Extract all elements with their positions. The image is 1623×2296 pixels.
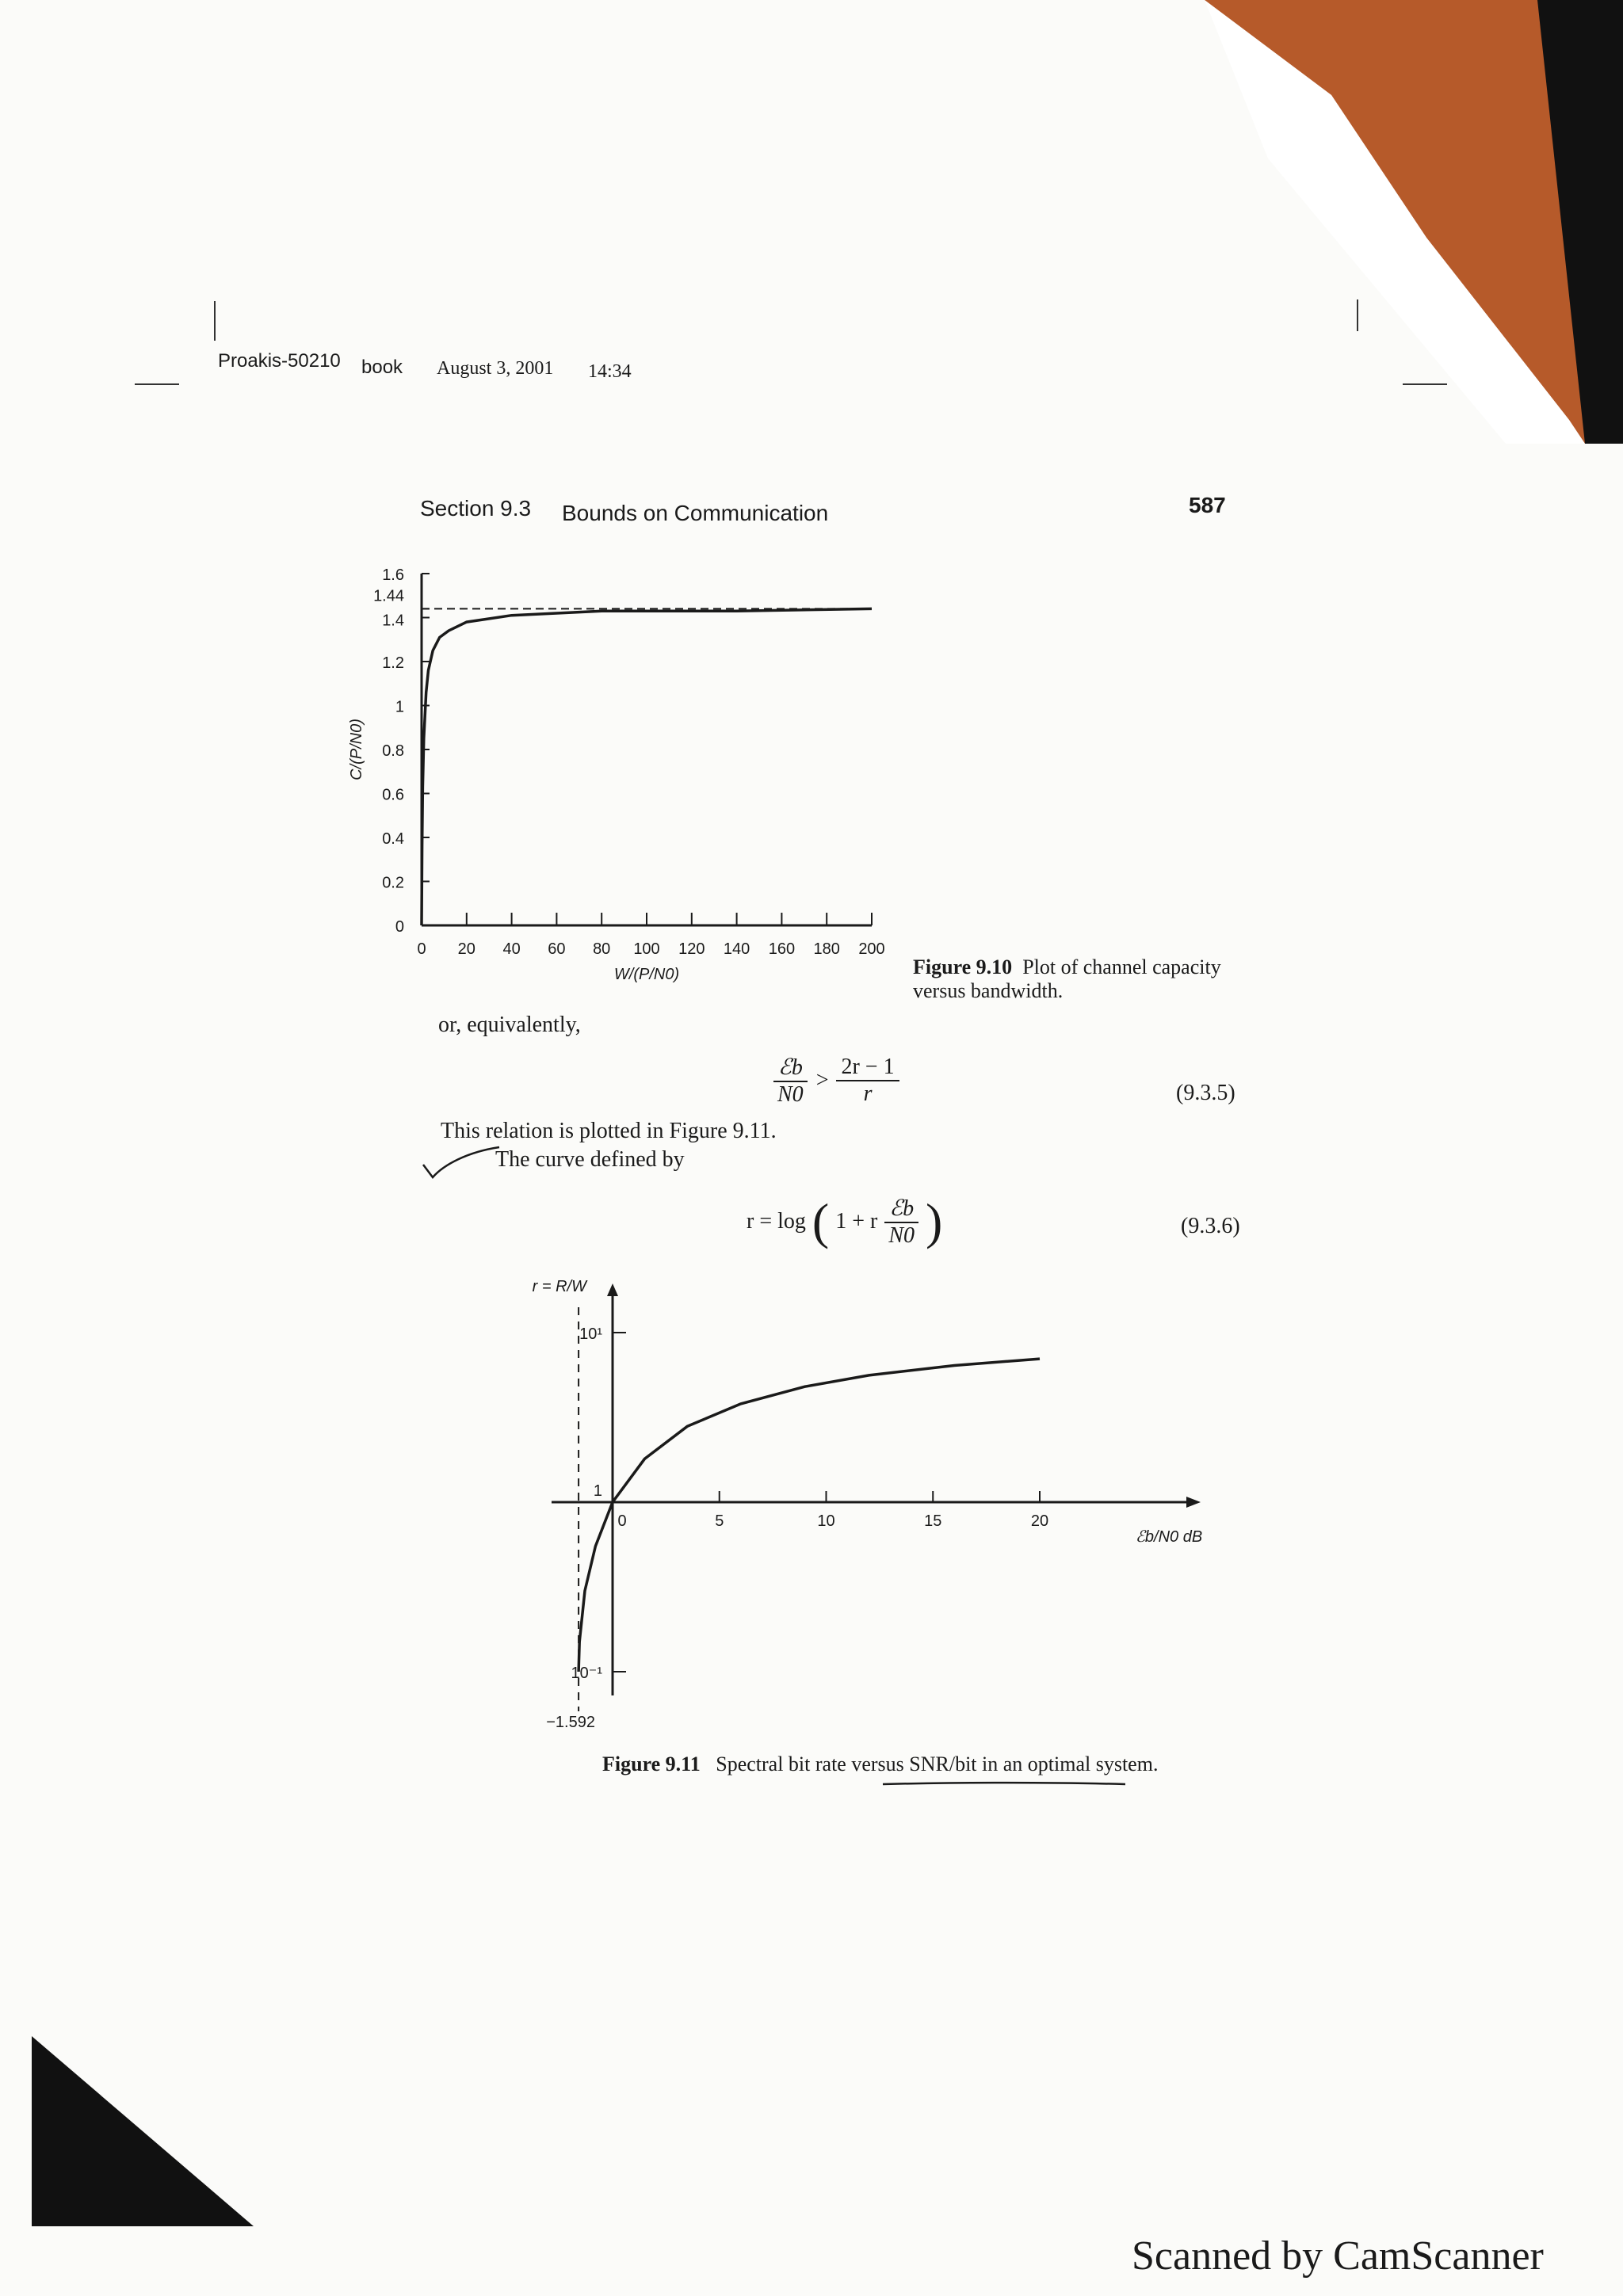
figure-9-10-label: Figure 9.10 [913, 955, 1013, 978]
header-time: 14:34 [588, 361, 632, 382]
running-title: Bounds on Communication [562, 501, 829, 525]
scanner-watermark: Scanned by CamScanner [1132, 2233, 1544, 2279]
figure-9-10-caption-line1 [913, 955, 1221, 979]
x-tick-label: 20 [457, 940, 475, 958]
figure-9-10-caption-line2: versus bandwidth. [913, 979, 1064, 1002]
figure-9-11-label: Figure 9.11 [602, 1753, 701, 1775]
eq935-lhs-numerator: ℰb [773, 1054, 808, 1082]
x-axis-label: ℰb/N0 dB [1135, 1528, 1203, 1546]
y-tick-label: 1.44 [373, 587, 404, 605]
y-tick-label: 0 [395, 918, 404, 936]
y-axis-label: C/(P/N0) [348, 719, 365, 780]
y-tick-label: 1 [593, 1482, 602, 1500]
curve-text: The curve defined by [495, 1147, 685, 1172]
section-number: Section 9.3 [420, 496, 532, 521]
eq935-rhs-numerator: 2r − 1 [836, 1055, 899, 1081]
y-axis-label: r = R/W [532, 1278, 586, 1295]
page-number: 587 [1189, 493, 1226, 517]
figure-9-11-chart [507, 1268, 1220, 1743]
margin-mark [1403, 383, 1447, 385]
header-date: August 3, 2001 [437, 358, 554, 379]
x-tick-label: 60 [548, 940, 566, 958]
y-tick-label: 0.2 [382, 874, 404, 892]
y-tick-label: 0.4 [382, 830, 404, 848]
header-label: book [361, 357, 403, 378]
eq935-rhs-fraction [836, 1055, 899, 1107]
x-tick-label: 160 [768, 940, 796, 958]
x-tick-label: 10 [817, 1512, 835, 1530]
spectral-rate-curve [579, 1359, 1040, 1672]
scan-shadow-top-right [1189, 0, 1623, 444]
margin-mark [135, 383, 179, 385]
y-tick-label: 1.2 [382, 654, 404, 672]
y-tick-label: 1.6 [382, 566, 404, 584]
asymptote-label: −1.592 [546, 1714, 595, 1731]
x-tick-label: 15 [924, 1512, 942, 1530]
eq935-lhs-denominator: N0 [777, 1082, 804, 1107]
equation-9-3-5 [773, 1054, 899, 1108]
equivalently-text: or, equivalently, [438, 1013, 581, 1037]
margin-mark [1357, 299, 1358, 331]
eq936-lhs: r = log [747, 1209, 806, 1234]
eq935-operator: > [815, 1068, 829, 1093]
y-tick-label: 10⁻¹ [571, 1665, 602, 1682]
y-tick-label: 1 [395, 698, 404, 716]
equation-9-3-6 [747, 1195, 942, 1249]
x-tick-label: 120 [678, 940, 705, 958]
eq936-left-paren: ( [812, 1193, 830, 1249]
x-tick-label: 80 [593, 940, 611, 958]
y-tick-label: 1.4 [382, 612, 404, 630]
eq935-lhs-fraction [773, 1054, 808, 1108]
figure-9-10-chart [333, 555, 903, 998]
x-tick-label: 0 [617, 1512, 627, 1530]
capacity-curve [422, 608, 872, 925]
checkmark-icon [420, 1141, 507, 1188]
x-axis-label: W/(P/N0) [613, 966, 680, 983]
x-tick-label: 100 [633, 940, 660, 958]
eq936-right-paren: ) [926, 1193, 943, 1249]
x-axis-arrow-icon [1186, 1497, 1201, 1508]
eq936-inner-denominator: N0 [888, 1223, 915, 1248]
x-tick-label: 180 [813, 940, 840, 958]
relation-text: This relation is plotted in Figure 9.11. [441, 1119, 777, 1143]
x-tick-label: 40 [502, 940, 521, 958]
y-tick-label: 0.6 [382, 786, 404, 804]
margin-mark [214, 301, 216, 341]
figure-9-10-caption-text: Plot of channel capacity [1022, 955, 1221, 978]
x-tick-label: 200 [858, 940, 885, 958]
equation-9-3-5-number: (9.3.5) [1176, 1081, 1235, 1105]
equation-9-3-6-number: (9.3.6) [1181, 1214, 1240, 1238]
y-tick-label: 0.8 [382, 742, 404, 760]
y-axis-arrow-icon [607, 1283, 618, 1296]
eq936-inner-left: 1 + r [835, 1209, 878, 1234]
doc-id: Proakis-50210 [218, 350, 341, 372]
x-tick-label: 0 [417, 940, 426, 958]
eq935-rhs-denominator: r [863, 1081, 873, 1106]
x-tick-label: 5 [715, 1512, 724, 1530]
x-tick-label: 140 [723, 940, 750, 958]
caption-underline [880, 1779, 1133, 1791]
figure-9-11-caption-text: Spectral bit rate versus SNR/bit in an optimal system. [716, 1753, 1159, 1775]
scan-shadow-bottom-left [32, 2036, 269, 2242]
figure-9-11-caption [602, 1753, 1158, 1776]
eq936-inner-numerator: ℰb [884, 1195, 918, 1223]
y-tick-label: 10¹ [579, 1325, 602, 1343]
eq936-inner-fraction [884, 1195, 919, 1249]
x-tick-label: 20 [1030, 1512, 1049, 1530]
